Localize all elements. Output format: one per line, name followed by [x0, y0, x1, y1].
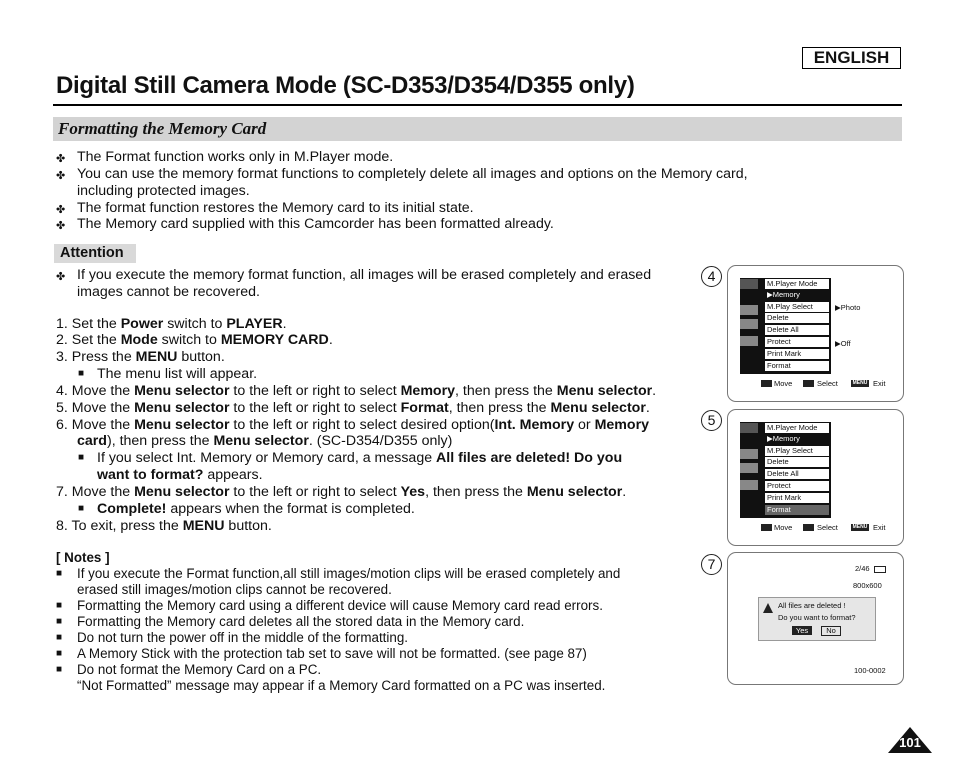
battery-icon [874, 566, 886, 573]
attention-line: images cannot be recovered. [77, 284, 260, 300]
dialog-message: All files are deleted ! [778, 601, 846, 610]
memory-card-icon [740, 449, 758, 459]
bullet-cross-icon: ✤ [56, 220, 66, 232]
menu-screen-4 [727, 265, 904, 402]
intro-line: The Format function works only in M.Player mode. [77, 149, 394, 165]
step-4: 4. Move the Menu selector to the left or right to select Memory, then press the Menu selector. [56, 383, 657, 399]
note-line: A Memory Stick with the protection tab set to save will not be formatted. (see page 87) [77, 646, 587, 661]
settings-gear-icon [740, 480, 758, 490]
note-line: Do not format the Memory Card on a PC. [77, 662, 322, 677]
intro-line: The format function restores the Memory card to its initial state. [77, 200, 474, 216]
bullet-square-icon: ■ [56, 568, 63, 579]
move-icon [761, 380, 772, 387]
menu-item-delete-all: Delete All [765, 469, 829, 479]
step-8: 8. To exit, press the MENU button. [56, 518, 272, 534]
attention-line: If you execute the memory format function, all images will be erased completely and erased [77, 267, 652, 283]
menu-item-memory: ▶Memory [765, 290, 829, 300]
confirm-dialog [758, 597, 876, 641]
intro-line: You can use the memory format functions to completely delete all images and options on the Memory card, [77, 166, 748, 182]
note-line: Do not turn the power off in the middle of the formatting. [77, 630, 408, 645]
screen-number: 5 [701, 410, 722, 431]
step-7: 7. Move the Menu selector to the left or right to select Yes, then press the Menu selector. [56, 484, 627, 500]
bullet-cross-icon: ✤ [56, 204, 66, 216]
notes-heading: [ Notes ] [56, 550, 110, 565]
menu-item-protect: Protect [765, 337, 829, 347]
move-label: Move [774, 379, 793, 388]
step-2: 2. Set the Mode switch to MEMORY CARD. [56, 332, 333, 348]
select-label: Select [817, 523, 838, 532]
page-number: 101 [899, 735, 921, 750]
warning-icon [763, 603, 773, 613]
confirm-screen-7 [727, 552, 904, 685]
step-1: 1. Set the Power switch to PLAYER. [56, 316, 287, 332]
step-6-cont: card), then press the Menu selector. (SC-D354/D355 only) [77, 433, 453, 449]
step-6-note-cont: want to format? appears. [97, 467, 263, 483]
file-number: 100-0002 [854, 666, 886, 675]
intro-line: including protected images. [77, 183, 250, 199]
move-label: Move [774, 523, 793, 532]
page-title: Digital Still Camera Mode (SC-D353/D354/D355 only) [56, 72, 635, 99]
move-icon [761, 524, 772, 531]
menu-panel [740, 278, 831, 374]
step-3-note: The menu list will appear. [97, 366, 258, 382]
select-label: Select [817, 379, 838, 388]
exit-label: Exit [873, 379, 886, 388]
menu-item-delete: Delete [765, 457, 829, 467]
bullet-square-icon: ■ [56, 616, 63, 627]
menu-item-format-selected: Format [765, 505, 829, 515]
bullet-square-icon: ■ [56, 664, 63, 675]
step-6: 6. Move the Menu selector to the left or right to select desired option(Int. Memory or Memory [56, 417, 649, 433]
attention-heading: Attention [54, 244, 136, 263]
memory-card-icon [740, 305, 758, 315]
note-line: erased still images/motion clips cannot be recovered. [77, 582, 392, 597]
select-icon [803, 524, 814, 531]
bullet-square-icon: ■ [78, 503, 85, 514]
bullet-square-icon: ■ [56, 600, 63, 611]
menu-button-icon: MENU [852, 524, 868, 530]
note-line: If you execute the Format function,all still images/motion clips will be erased completely and [77, 566, 621, 581]
menu-item-delete: Delete [765, 313, 829, 323]
no-option: No [821, 626, 841, 636]
settings-gear-icon [740, 336, 758, 346]
step-5: 5. Move the Menu selector to the left or right to select Format, then press the Menu selector. [56, 400, 650, 416]
bullet-square-icon: ■ [78, 368, 85, 379]
dialog-question: Do you want to format? [778, 613, 856, 622]
step-3: 3. Press the MENU button. [56, 349, 225, 365]
option-value: ▶Photo [835, 303, 861, 312]
step-6-note: If you select Int. Memory or Memory card, a message All files are deleted! Do you [97, 450, 623, 466]
image-counter: 2/46 [855, 564, 870, 573]
language-label: ENGLISH [802, 47, 901, 69]
menu-screen-5 [727, 409, 904, 546]
menu-item-protect: Protect [765, 481, 829, 491]
bullet-square-icon: ■ [56, 648, 63, 659]
menu-item-format: Format [765, 361, 829, 371]
bullet-square-icon: ■ [56, 632, 63, 643]
resolution-label: 800x600 [853, 581, 882, 590]
menu-item-print-mark: Print Mark [765, 349, 829, 359]
tv-icon [740, 463, 758, 473]
page-number-badge [888, 727, 932, 758]
option-value: ▶Off [835, 339, 851, 348]
screen-number: 4 [701, 266, 722, 287]
player-mode-icon [740, 279, 758, 289]
tv-icon [740, 319, 758, 329]
bullet-cross-icon: ✤ [56, 170, 66, 182]
menu-header: M.Player Mode [765, 279, 829, 289]
step-7-note: Complete! appears when the format is completed. [97, 501, 415, 517]
note-line: Formatting the Memory card deletes all the stored data in the Memory card. [77, 614, 525, 629]
title-divider [53, 104, 902, 106]
exit-label: Exit [873, 523, 886, 532]
note-line: “Not Formatted” message may appear if a Memory Card formatted on a PC was inserted. [77, 678, 606, 693]
screen-number: 7 [701, 554, 722, 575]
menu-button-icon: MENU [852, 380, 868, 386]
player-mode-icon [740, 423, 758, 433]
section-title: Formatting the Memory Card [58, 119, 267, 138]
yes-option: Yes [792, 626, 812, 635]
menu-item-memory: ▶Memory [765, 434, 829, 444]
menu-panel [740, 422, 831, 518]
bullet-cross-icon: ✤ [56, 153, 66, 165]
menu-header: M.Player Mode [765, 423, 829, 433]
bullet-square-icon: ■ [78, 452, 85, 463]
bullet-cross-icon: ✤ [56, 271, 66, 283]
note-line: Formatting the Memory card using a different device will cause Memory card read errors. [77, 598, 603, 613]
select-icon [803, 380, 814, 387]
menu-item-print-mark: Print Mark [765, 493, 829, 503]
menu-item-mplay-select: M.Play Select [765, 446, 829, 456]
intro-line: The Memory card supplied with this Camcorder has been formatted already. [77, 216, 554, 232]
menu-item-mplay-select: M.Play Select [765, 302, 829, 312]
menu-item-delete-all: Delete All [765, 325, 829, 335]
